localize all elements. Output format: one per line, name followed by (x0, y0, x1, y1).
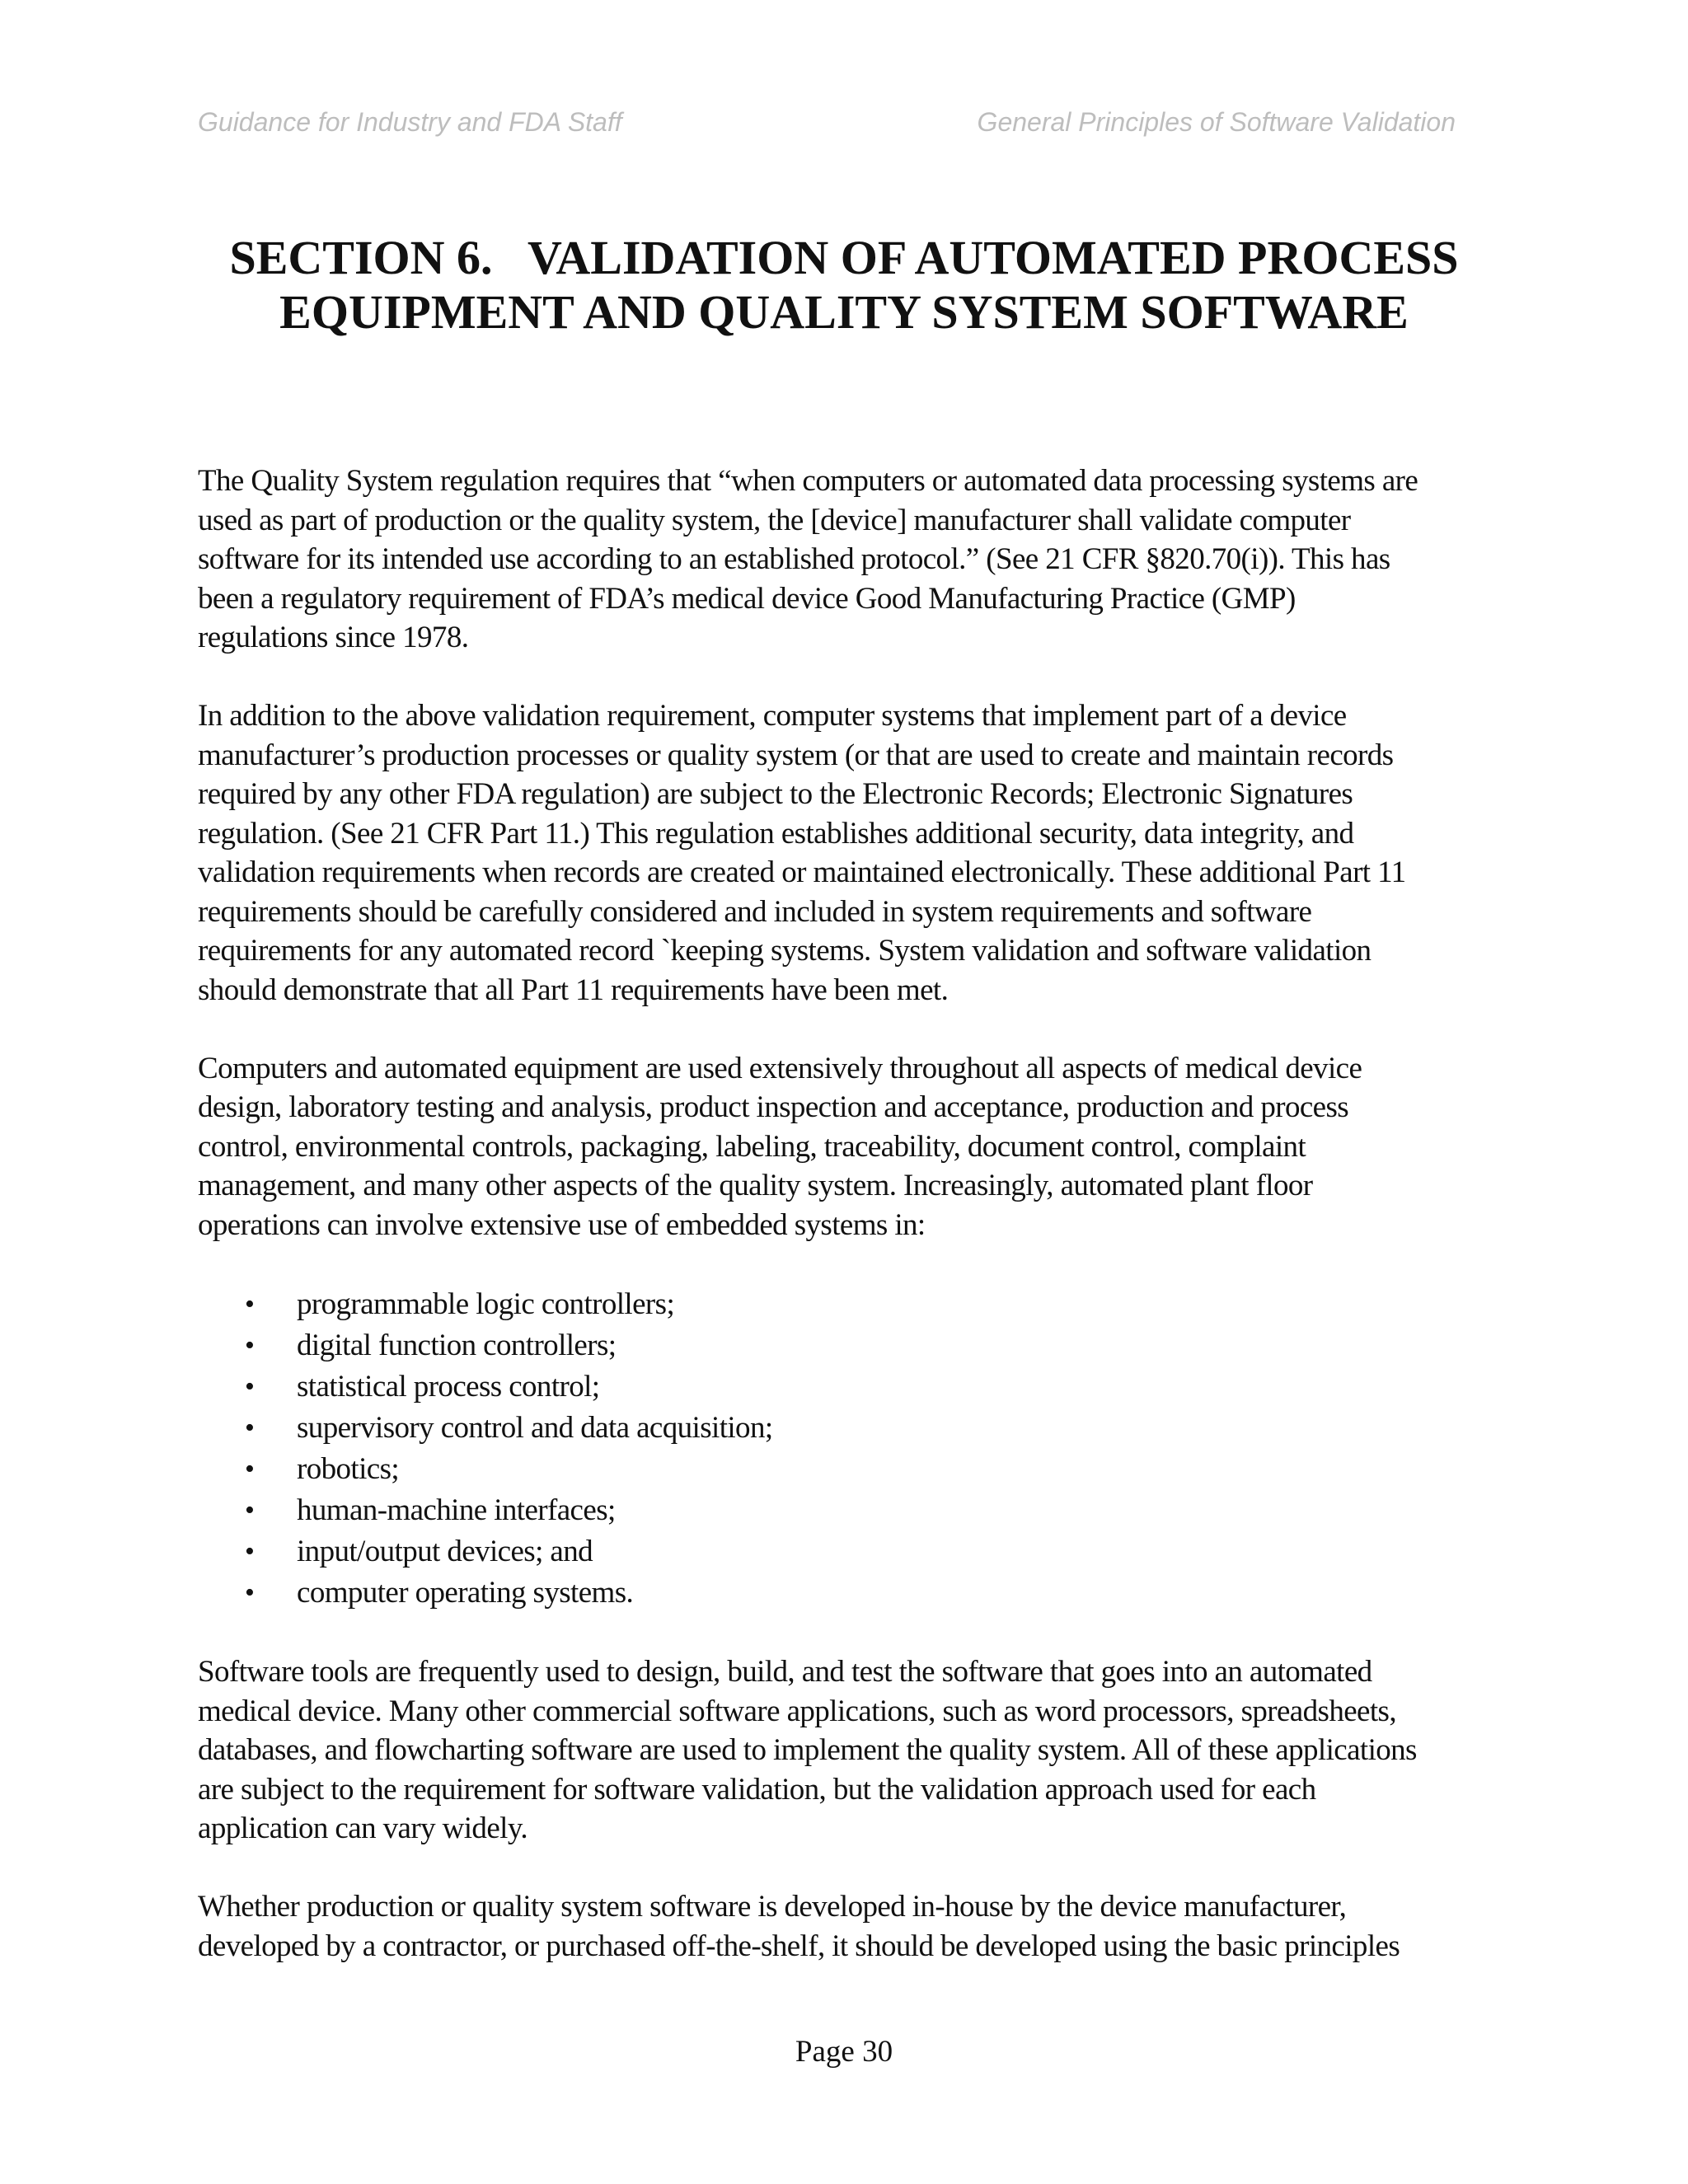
list-item (198, 1325, 1500, 1366)
text-line: requirements should be carefully considered and included in system requirements and software (198, 894, 1312, 929)
list-item (198, 1531, 1500, 1572)
page-body (198, 462, 1500, 2005)
running-header (198, 107, 1456, 147)
text-line: should demonstrate that all Part 11 requirements have been met. (198, 972, 949, 1007)
page-number: Page 30 (795, 2035, 893, 2069)
paragraph-automated-equipment (198, 1049, 1500, 1245)
text-line: The Quality System regulation requires that “when computers or automated data processing systems are (198, 464, 1418, 498)
list-item-text: robotics; (297, 1451, 400, 1486)
list-item-text: programmable logic controllers; (297, 1286, 675, 1321)
text-line: manufacturer’s production processes or quality system (or that are used to create and maintain records (198, 738, 1394, 772)
bullet-icon: • (245, 1288, 255, 1319)
list-item-text: input/output devices; and (297, 1534, 593, 1568)
paragraph-quality-system-regulation (198, 462, 1500, 658)
list-item-text: supervisory control and data acquisition; (297, 1410, 773, 1445)
text-line: developed by a contractor, or purchased off-the-shelf, it should be developed using the basic principles (198, 1929, 1400, 1963)
bullet-icon: • (245, 1412, 255, 1443)
list-item (198, 1408, 1500, 1449)
text-line: been a regulatory requirement of FDA’s medical device Good Manufacturing Practice (GMP) (198, 581, 1296, 616)
list-item (198, 1490, 1500, 1531)
text-line: In addition to the above validation requirement, computer systems that implement part of a device (198, 699, 1347, 733)
text-line: medical device. Many other commercial software applications, such as word processors, spreadsheets, (198, 1694, 1397, 1728)
paragraph-software-tools (198, 1652, 1500, 1849)
text-line: required by any other FDA regulation) are subject to the Electronic Records; Electronic Signatures (198, 777, 1353, 811)
text-line: management, and many other aspects of the quality system. Increasingly, automated plant floor (198, 1169, 1313, 1202)
text-line: control, environmental controls, packaging, labeling, traceability, document control, complaint (198, 1129, 1306, 1164)
paragraph-development-principles (198, 1887, 1500, 1966)
bullet-icon: • (245, 1453, 255, 1484)
header-section-title: General Principles of Software Validation (977, 107, 1456, 137)
text-line: used as part of production or the quality system, the [device] manufacturer shall validate computer (198, 503, 1351, 537)
embedded-systems-list (198, 1284, 1500, 1614)
bullet-icon: • (245, 1371, 255, 1402)
bullet-icon: • (245, 1535, 255, 1567)
text-line: regulations since 1978. (198, 621, 469, 654)
text-line: Whether production or quality system software is developed in-house by the device manufacturer, (198, 1890, 1347, 1924)
bullet-icon: • (245, 1494, 255, 1526)
text-line: are subject to the requirement for software validation, but the validation approach used for each (198, 1772, 1316, 1807)
text-line: Computers and automated equipment are used extensively throughout all aspects of medical device (198, 1051, 1362, 1085)
list-item (198, 1449, 1500, 1490)
text-line: validation requirements when records are created or maintained electronically. These additional Part 11 (198, 855, 1406, 889)
text-line: Software tools are frequently used to design, build, and test the software that goes into an automated (198, 1655, 1372, 1689)
list-item-text: digital function controllers; (297, 1328, 617, 1362)
list-item (198, 1366, 1500, 1408)
text-line: software for its intended use according to an established protocol.” (See 21 CFR §820.70(i)). This has (198, 542, 1390, 576)
list-item (198, 1284, 1500, 1325)
list-item-text: computer operating systems. (297, 1575, 634, 1610)
text-line: regulation. (See 21 CFR Part 11.) This regulation establishes additional security, data integrity, and (198, 816, 1354, 851)
section-title (165, 231, 1523, 340)
list-item-text: statistical process control; (297, 1369, 600, 1404)
text-line: application can vary widely. (198, 1811, 528, 1845)
text-line: operations can involve extensive use of embedded systems in: (198, 1207, 926, 1242)
bullet-icon: • (245, 1329, 255, 1361)
text-line: requirements for any automated record `keeping systems. System validation and software validation (198, 934, 1372, 968)
list-item (198, 1572, 1500, 1614)
paragraph-part-11 (198, 696, 1500, 1010)
section-title-line-1: SECTION 6. VALIDATION OF AUTOMATED PROCESS (229, 231, 1459, 284)
list-item-text: human-machine interfaces; (297, 1493, 616, 1527)
text-line: databases, and flowcharting software are used to implement the quality system. All of these applications (198, 1733, 1417, 1767)
header-document-title: Guidance for Industry and FDA Staff (198, 107, 622, 137)
section-title-line-2: EQUIPMENT AND QUALITY SYSTEM SOFTWARE (279, 285, 1409, 339)
text-line: design, laboratory testing and analysis, product inspection and acceptance, production and process (198, 1090, 1349, 1124)
bullet-icon: • (245, 1577, 255, 1608)
